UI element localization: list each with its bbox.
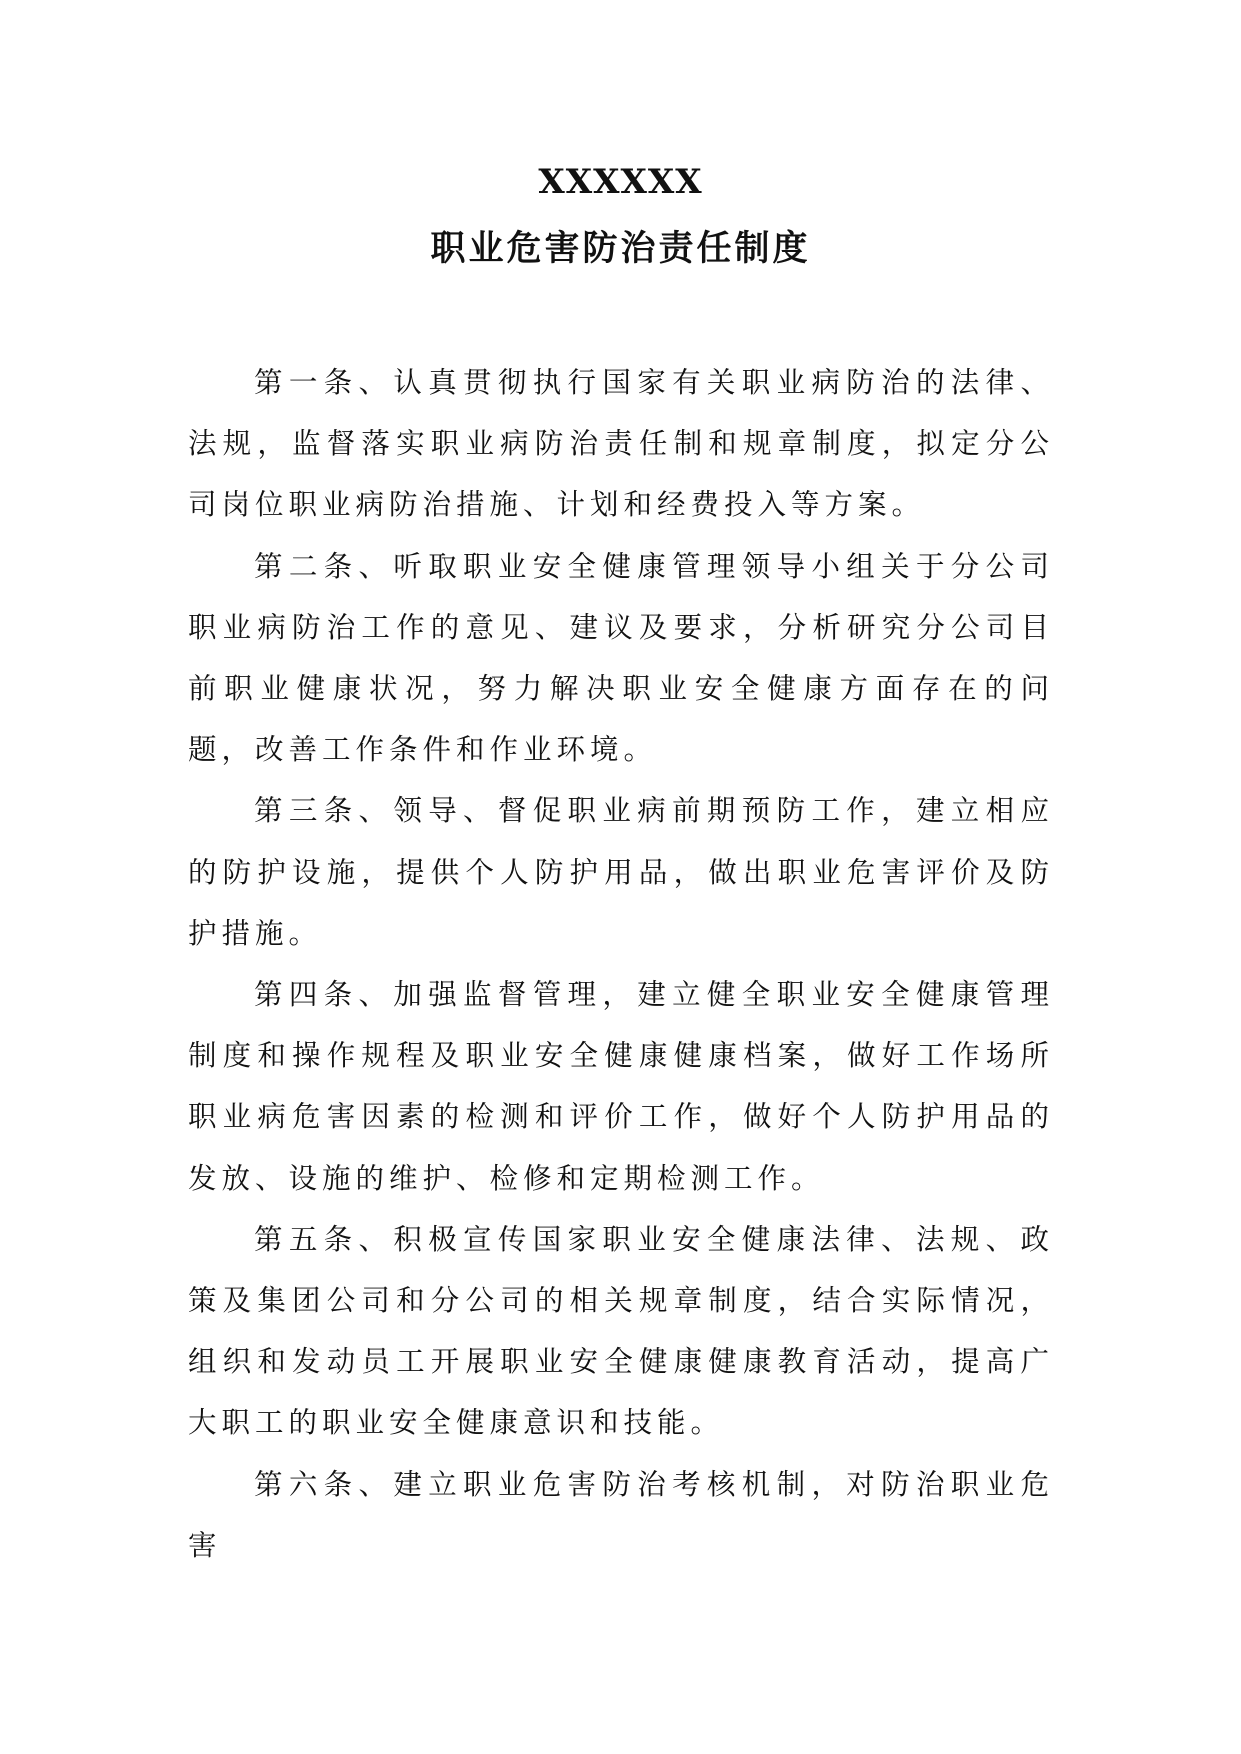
- article-4-paragraph: 第四条、加强监督管理，建立健全职业安全健康管理制度和操作规程及职业安全健康健康档案，做好工作场所职业病危害因素的检测和评价工作，做好个人防护用品的发放、设施的维护、检修和定期检测工作。: [188, 978, 1054, 1195]
- document-title: 职业危害防治责任制度: [430, 229, 811, 269]
- article-3-paragraph: 第三条、领导、督促职业病前期预防工作，建立相应的防护设施，提供个人防护用品，做出职业危害评价及防护措施。: [188, 794, 1054, 950]
- article-2-paragraph: 第二条、听取职业安全健康管理领导小组关于分公司职业病防治工作的意见、建议及要求，分析研究分公司目前职业健康状况，努力解决职业安全健康方面存在的问题，改善工作条件和作业环境。: [188, 549, 1054, 767]
- document-code-title: XXXXXX: [538, 162, 703, 202]
- article-6-paragraph: 第六条、建立职业危害防治考核机制，对防治职业危害: [188, 1467, 1054, 1562]
- article-5-paragraph: 第五条、积极宣传国家职业安全健康法律、法规、政策及集团公司和分公司的相关规章制度，结合实际情况，组织和发动员工开展职业安全健康健康教育活动，提高广大职工的职业安全健康意识和技能。: [188, 1222, 1054, 1440]
- document-body: [188, 352, 1054, 1576]
- article-1-paragraph: 第一条、认真贯彻执行国家有关职业病防治的法律、法规，监督落实职业病防治责任制和规章制度，拟定分公司岗位职业病防治措施、计划和经费投入等方案。: [188, 366, 1054, 522]
